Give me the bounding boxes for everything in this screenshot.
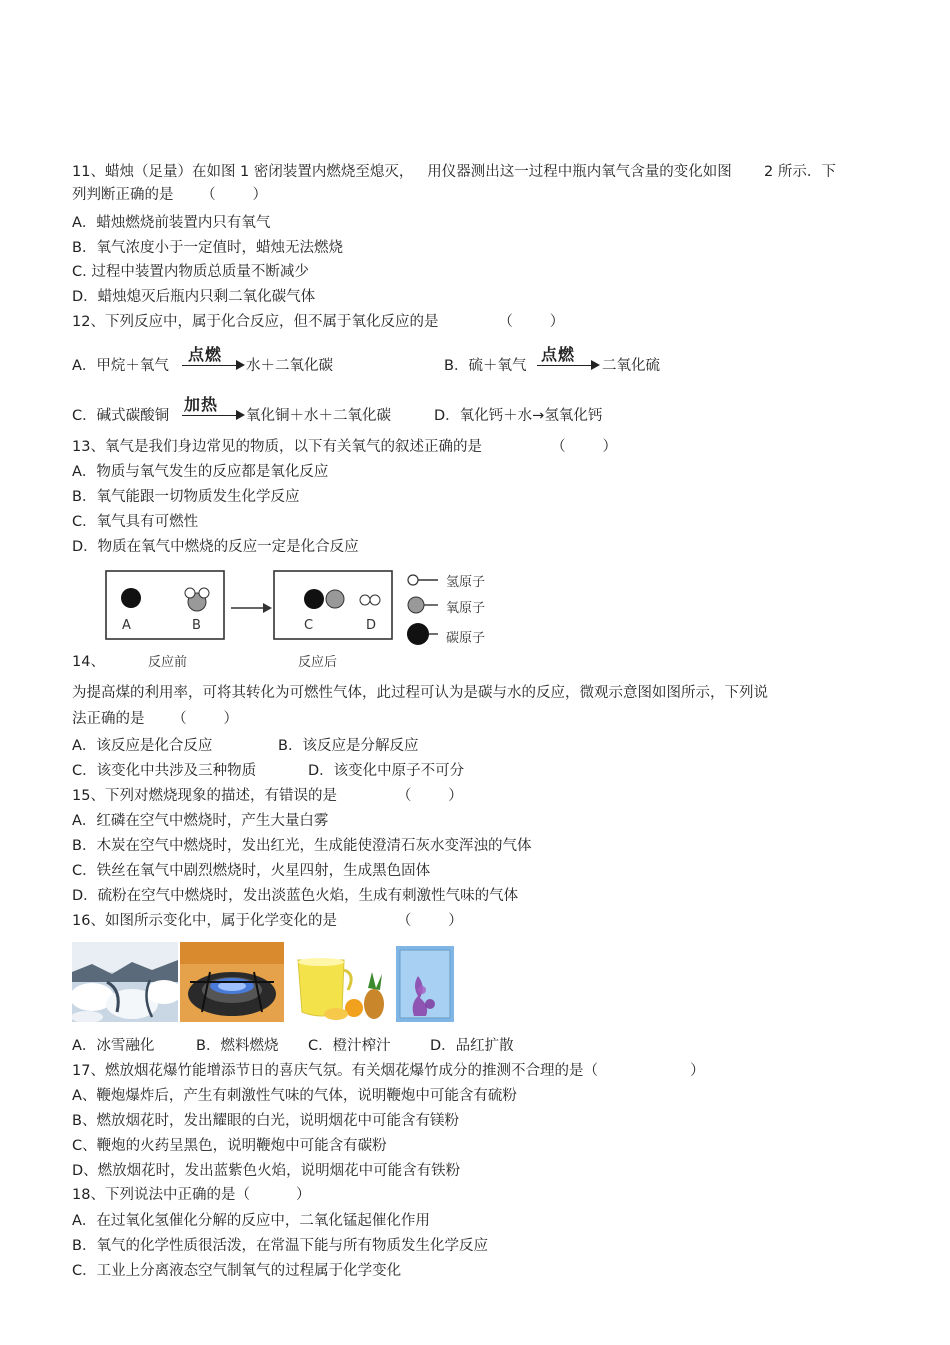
- q14-after-label: 反应后: [298, 655, 338, 670]
- q12-option-b-left: B．硫＋氧气: [444, 358, 527, 374]
- q15-option-d: D．硫粉在空气中燃烧时，发出淡蓝色火焰，生成有刺激性气味的气体: [72, 888, 519, 904]
- q16-option-a: A．冰雪融化: [72, 1038, 155, 1054]
- q12-option-c-condition: 加热: [184, 395, 219, 414]
- q16-option-c: C．橙汁榨汁: [308, 1038, 391, 1054]
- q16-photo-fuel-burning: [180, 942, 284, 1022]
- q16-option-d: D．品红扩散: [430, 1038, 514, 1054]
- q14-number: 14、: [72, 654, 105, 670]
- q13-option-b: B．氧气能跟一切物质发生化学反应: [72, 489, 300, 505]
- q17-stem: 17、燃放烟花爆竹能增添节日的喜庆气氛。有关烟花爆竹成分的推测不合理的是（ ）: [72, 1063, 705, 1079]
- q12-option-b-right: 二氧化硫: [602, 358, 660, 374]
- q11-stem-line2: 列判断正确的是 （ ）: [72, 187, 268, 203]
- q14-legend-oxygen: 氧原子: [446, 601, 486, 616]
- q13-stem: 13、氧气是我们身边常见的物质，以下有关氧气的叙述正确的是 （ ）: [72, 439, 617, 455]
- q12-stem: 12、下列反应中，属于化合反应，但不属于氧化反应的是 （ ）: [72, 314, 565, 330]
- q14-molecule-b-label: B: [192, 618, 201, 633]
- q12-option-a-arrow: [180, 342, 246, 372]
- q13-option-c: C．氧气具有可燃性: [72, 514, 199, 530]
- q11-option-a: A．蜡烛燃烧前装置内只有氧气: [72, 215, 271, 231]
- q14-legend-carbon: 碳原子: [446, 631, 486, 646]
- q16-photo-orange-juice: [286, 942, 394, 1022]
- q13-option-d: D．物质在氧气中燃烧的反应一定是化合反应: [72, 539, 359, 555]
- q17-option-c: C、鞭炮的火药呈黑色，说明鞭炮中可能含有碳粉: [72, 1138, 387, 1154]
- q11-option-b: B．氧气浓度小于一定值时，蜡烛无法燃烧: [72, 240, 343, 256]
- q14-option-d: D．该变化中原子不可分: [308, 763, 465, 779]
- q16-photo-dye-diffusion: [396, 946, 454, 1022]
- q12-option-c-right: 氧化铜＋水＋二氧化碳: [246, 408, 391, 424]
- q16-option-b: B．燃料燃烧: [196, 1038, 279, 1054]
- q15-option-c: C．铁丝在氧气中剧烈燃烧时，火星四射，生成黑色固体: [72, 863, 431, 879]
- q17-option-a: A、鞭炮爆炸后，产生有刺激性气味的气体，说明鞭炮中可能含有硫粉: [72, 1088, 517, 1104]
- q18-option-c: C．工业上分离液态空气制氧气的过程属于化学变化: [72, 1263, 402, 1279]
- q14-option-a: A．该反应是化合反应: [72, 738, 213, 754]
- q11-option-d: D．蜡烛熄灭后瓶内只剩二氧化碳气体: [72, 289, 316, 305]
- q18-option-b: B．氧气的化学性质很活泼，在常温下能与所有物质发生化学反应: [72, 1238, 488, 1254]
- q14-stem-line1: 为提高煤的利用率，可将其转化为可燃性气体，此过程可认为是碳与水的反应，微观示意图如图所示，下列说: [72, 685, 768, 701]
- q14-before-label: 反应前: [148, 655, 188, 670]
- q14-legend-hydrogen: 氢原子: [446, 575, 486, 590]
- q17-option-d: D、燃放烟花时，发出蓝紫色火焰，说明烟花中可能含有铁粉: [72, 1163, 461, 1179]
- q15-stem: 15、下列对燃烧现象的描述，有错误的是 （ ）: [72, 788, 463, 804]
- q12-option-d: D．氧化钙＋水→氢氧化钙: [434, 408, 603, 424]
- q14-molecule-a-label: A: [122, 618, 131, 633]
- q12-option-a-condition: 点燃: [188, 345, 223, 364]
- q11-option-c: C. 过程中装置内物质总质量不断减少: [72, 264, 309, 280]
- q17-option-b: B、燃放烟花时，发出耀眼的白光，说明烟花中可能含有镁粉: [72, 1113, 459, 1129]
- q14-option-c: C．该变化中共涉及三种物质: [72, 763, 257, 779]
- q11-stem-line1: 11、蜡烛（足量）在如图 1 密闭装置内燃烧至熄灭， 用仪器测出这一过程中瓶内氧气含量的变化如图 2 所示．下: [72, 164, 836, 180]
- q14-option-b: B．该反应是分解反应: [278, 738, 419, 754]
- q12-option-a-left: A．甲烷＋氧气: [72, 358, 169, 374]
- q15-option-b: B．木炭在空气中燃烧时，发出红光，生成能使澄清石灰水变浑浊的气体: [72, 838, 532, 854]
- q12-option-b-condition: 点燃: [541, 345, 576, 364]
- q12-option-b-arrow: [535, 342, 601, 372]
- q12-option-c-left: C．碱式碳酸铜: [72, 408, 170, 424]
- q15-option-a: A．红磷在空气中燃烧时，产生大量白雾: [72, 813, 329, 829]
- q14-molecule-d-label: D: [366, 618, 377, 633]
- q16-photo-snow-melting: [72, 942, 178, 1022]
- q14-stem-line2: 法正确的是 （ ）: [72, 711, 239, 727]
- q12-option-a-right: 水＋二氧化碳: [246, 358, 333, 374]
- q14-molecule-c-label: C: [304, 618, 314, 633]
- q18-option-a: A．在过氧化氢催化分解的反应中，二氧化锰起催化作用: [72, 1213, 430, 1229]
- q13-option-a: A．物质与氧气发生的反应都是氧化反应: [72, 464, 329, 480]
- q16-stem: 16、如图所示变化中，属于化学变化的是 （ ）: [72, 913, 463, 929]
- q12-option-c-arrow: [180, 392, 246, 422]
- q18-stem: 18、下列说法中正确的是（ ）: [72, 1187, 311, 1203]
